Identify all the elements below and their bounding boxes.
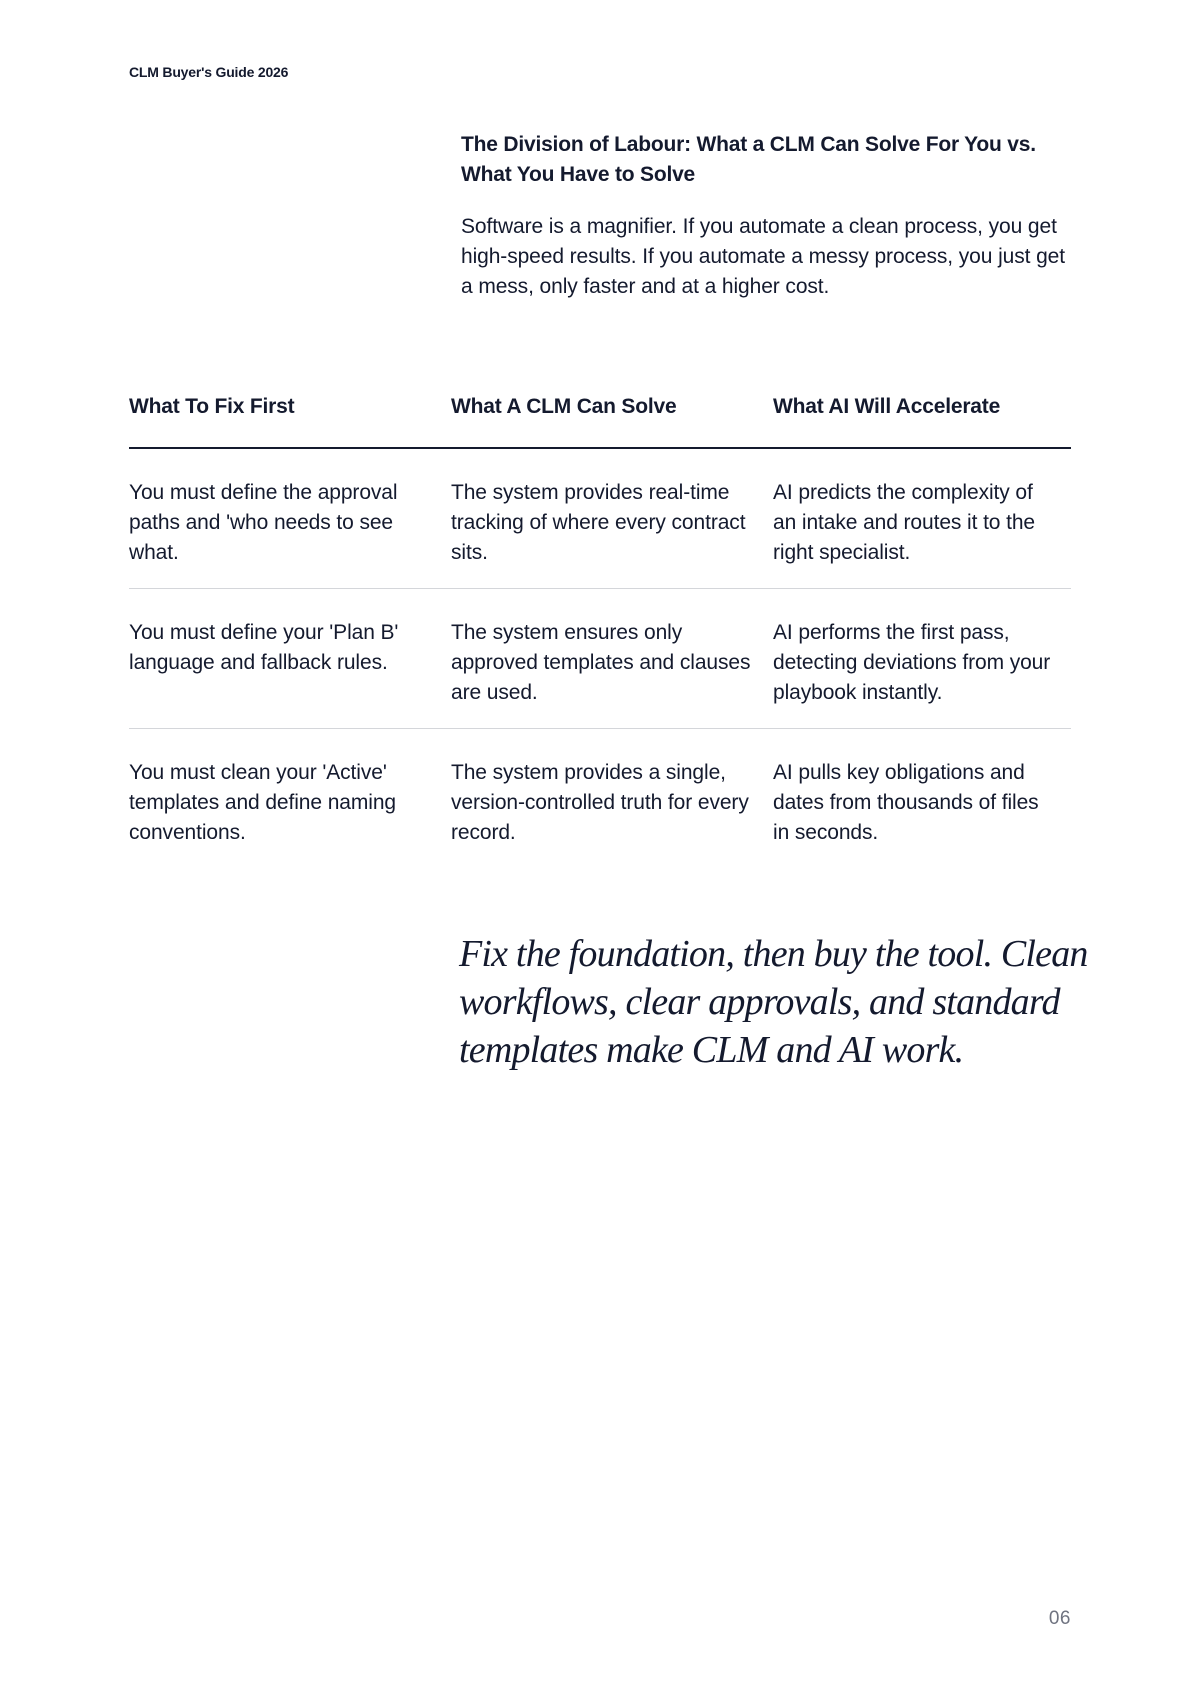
column-header-fix-first: What To Fix First — [129, 395, 295, 418]
section-title: The Division of Labour: What a CLM Can Solve For You vs. What You Have to Solve — [461, 133, 1036, 186]
table-row — [129, 589, 1071, 729]
table-cell: The system provides real-time tracking of where every contract sits. — [451, 481, 746, 564]
table-header-row — [129, 392, 1071, 449]
column-header-ai-accelerate: What AI Will Accelerate — [773, 395, 1001, 418]
table-cell: You must clean your 'Active' templates and define naming conventions. — [129, 761, 396, 844]
page-number: 06 — [1048, 1608, 1071, 1629]
table-row — [129, 449, 1071, 589]
column-header-clm-can-solve: What A CLM Can Solve — [451, 395, 677, 418]
table-cell: The system ensures only approved templates and clauses are used. — [451, 621, 751, 704]
table-cell: You must define your 'Plan B' language and fallback rules. — [129, 621, 399, 674]
pull-quote: Fix the foundation, then buy the tool. Clean workflows, clear approvals, and standard templates make CLM and AI work. — [459, 933, 1088, 1071]
division-of-labour-table — [129, 392, 1071, 868]
table-cell: You must define the approval paths and 'who needs to see what. — [129, 481, 398, 564]
intro-section — [461, 130, 1076, 302]
intro-paragraph: Software is a magnifier. If you automate a clean process, you get high-speed results. If you automate a messy process, you just get a mess, only faster and at a higher cost. — [461, 215, 1065, 298]
table-row — [129, 729, 1071, 868]
running-header: CLM Buyer's Guide 2026 — [129, 64, 289, 80]
table-cell: The system provides a single, version-controlled truth for every record. — [451, 761, 749, 844]
table-cell: AI performs the first pass, detecting deviations from your playbook instantly. — [773, 621, 1051, 704]
table-cell: AI predicts the complexity of an intake and routes it to the right specialist. — [773, 481, 1036, 564]
table-cell: AI pulls key obligations and dates from thousands of files in seconds. — [773, 761, 1039, 844]
